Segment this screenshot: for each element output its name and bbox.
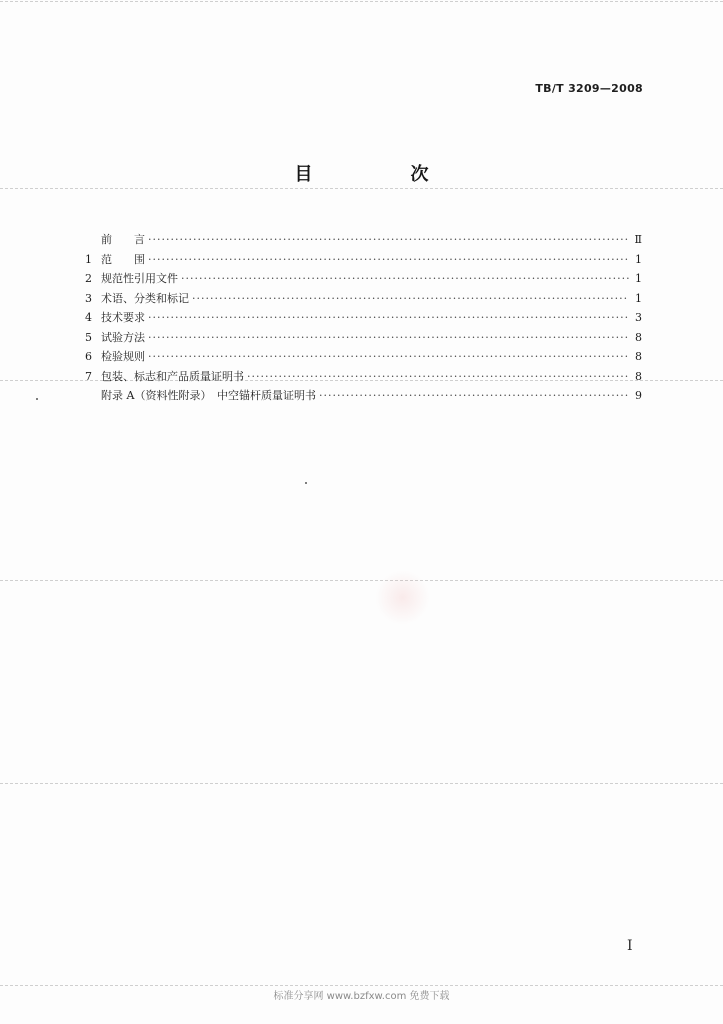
toc-entry-terms[interactable]: [85, 289, 642, 309]
standard-code: TB/T 3209—2008: [535, 82, 643, 95]
scan-artifact-line: [0, 580, 723, 581]
toc-entry-normative-references[interactable]: [85, 269, 642, 289]
toc-entry-number: 7: [85, 369, 92, 383]
toc-leader-dots: [148, 347, 629, 367]
toc-entry-page: Ⅱ: [634, 233, 642, 246]
toc-entry-number: 6: [85, 350, 92, 363]
toc-entry-label: 试验方法: [101, 330, 145, 344]
toc-entry-test-methods[interactable]: [85, 328, 642, 348]
toc-entry-label: 术语、分类和标记: [101, 291, 189, 305]
toc-leader-dots: [247, 367, 629, 387]
toc-entry-number: 1: [85, 252, 92, 266]
toc-entry-page: 1: [635, 252, 642, 266]
footer-watermark: 标准分享网 www.bzfxw.com 免费下载: [273, 991, 450, 1002]
toc-leader-dots: [148, 250, 629, 270]
toc-entry-number: 2: [85, 272, 92, 285]
scan-speck: [36, 398, 38, 400]
toc-entry-label: 检验规则: [101, 350, 145, 363]
toc-entry-number: 4: [85, 311, 92, 324]
toc-entry-page: 8: [635, 369, 642, 383]
toc-leader-dots: [148, 328, 629, 348]
scan-speck: [305, 482, 307, 484]
toc-entry-scope[interactable]: [85, 250, 642, 270]
toc-entry-packaging[interactable]: [85, 367, 642, 387]
scan-smudge: [375, 570, 430, 625]
toc-entry-technical-requirements[interactable]: [85, 308, 642, 328]
toc-entry-number: 3: [85, 291, 92, 305]
toc-entry-inspection-rules[interactable]: [85, 347, 642, 367]
toc-entry-label: 规范性引用文件: [101, 272, 178, 285]
toc-entry-label: 包装、标志和产品质量证明书: [101, 369, 244, 383]
toc-entry-annex-a[interactable]: [85, 386, 642, 406]
scan-artifact-line: [0, 188, 723, 189]
toc-entry-label: 技术要求: [101, 311, 145, 324]
toc-leader-dots: [192, 289, 629, 309]
toc-entry-label: 前 言: [101, 233, 145, 246]
scan-artifact-line: [0, 1, 723, 2]
page-number: I: [627, 938, 633, 954]
toc-list: [85, 230, 642, 406]
toc-leader-dots: [148, 230, 629, 250]
scan-artifact-line: [0, 985, 723, 986]
toc-entry-page: 9: [635, 389, 642, 402]
toc-entry-page: 8: [635, 350, 642, 363]
toc-entry-label: 附录 A（资料性附录） 中空锚杆质量证明书: [101, 389, 316, 402]
toc-title: 目 次: [294, 164, 469, 185]
toc-entry-label: 范 围: [101, 252, 145, 266]
toc-entry-number: 5: [85, 330, 92, 344]
toc-leader-dots: [181, 269, 629, 289]
toc-entry-page: 8: [635, 330, 642, 344]
scan-artifact-line: [0, 783, 723, 784]
toc-entry-page: 3: [635, 311, 642, 324]
toc-entry-page: 1: [635, 291, 642, 305]
toc-leader-dots: [319, 386, 629, 406]
toc-leader-dots: [148, 308, 629, 328]
toc-entry-preface[interactable]: [85, 230, 642, 250]
toc-entry-page: 1: [635, 272, 642, 285]
